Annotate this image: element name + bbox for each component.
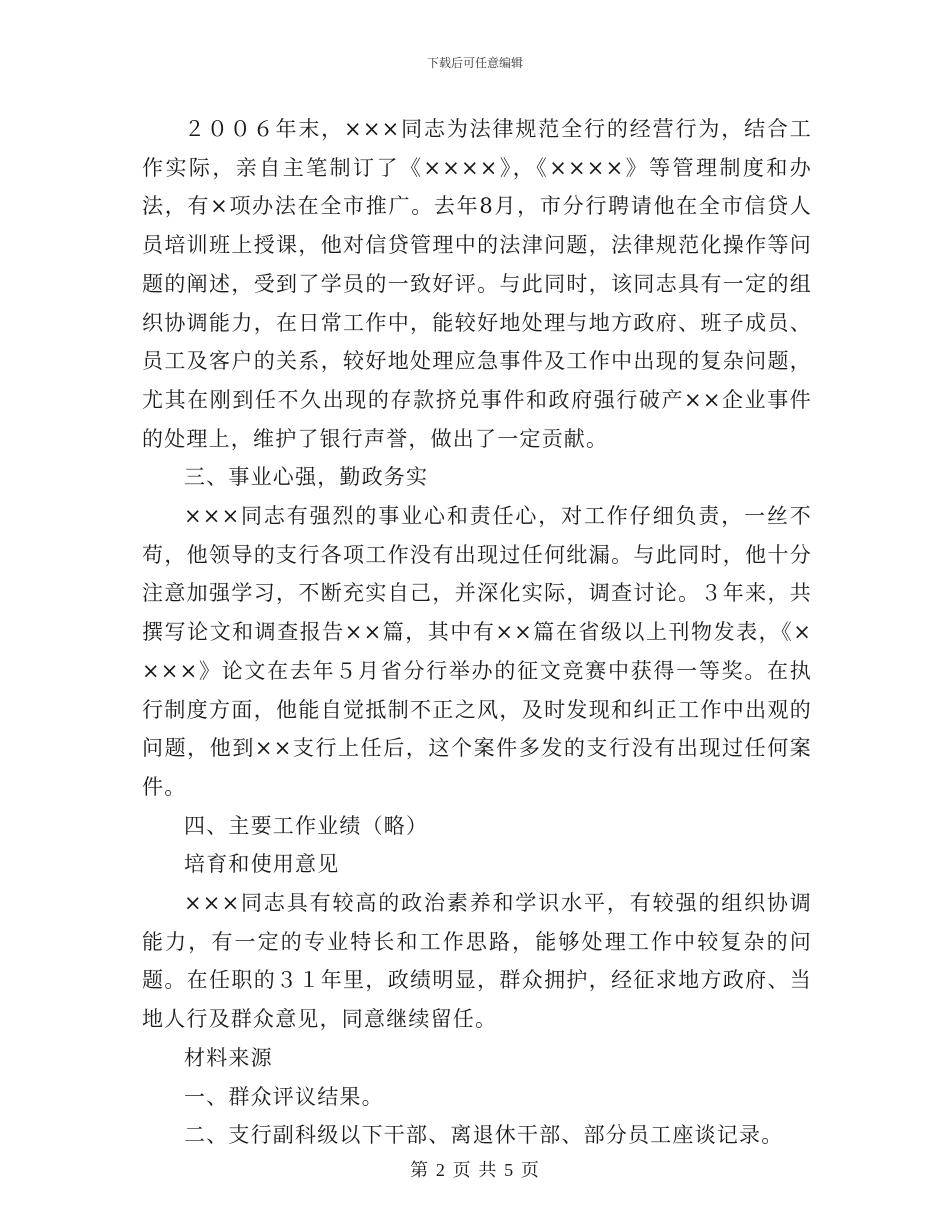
page-footer xyxy=(0,1156,950,1182)
paragraph: ×××同志有强烈的事业心和责任心，对工作仔细负责，一丝不苟，他领导的支行各项工作没有出现过任何纰漏。与此同时，他十分注意加强学习，不断充实自己，并深化实际，调查讨论。３年来，共撰写论文和调查报告××篇，其中有××篇在省级以上刊物发表，《××××》论文在去年５月省分行举办的征文竞赛中获得一等奖。在执行制度方面，他能自觉抵制不正之风，及时发现和纠正工作中出观的问题，他到××支行上任后，这个案件多发的支行没有出现过任何案件。 xyxy=(142,504,812,799)
list-item: 一、群众评议结果。 xyxy=(184,1084,384,1109)
page-number: 2 xyxy=(435,1160,446,1180)
section-heading: 培育和使用意见 xyxy=(184,852,340,877)
page-header: 下载后可任意编辑 xyxy=(426,56,523,70)
footer-prefix: 第 xyxy=(410,1160,430,1181)
paragraph: ２００６年末，×××同志为法律规范全行的经营行为，结合工作实际，亲自主笔制订了《××××》，《××××》等管理制度和办法，有×项办法在全市推广。去年8月，市分行聘请他在全市信贷人员培训班上授课，他对信贷管理中的法津问题，法律规范化操作等问题的阐述，受到了学员的一致好评。与此同时，该同志具有一定的组织协调能力，在日常工作中，能较好地处理与地方政府、班子成员、员工及客户的关系，较好地处理应急事件及工作中出现的复杂问题，尤其在刚到任不久出现的存款挤兑事件和政府强行破产××企业事件的处理上，维护了银行声誉，做出了一定贡献。 xyxy=(142,117,812,451)
list-item: 二、支行副科级以下干部、离退休干部、部分员工座谈记录。 xyxy=(184,1123,784,1148)
section-heading: 三、事业心强，勤政务实 xyxy=(184,465,429,490)
section-heading: 材料来源 xyxy=(184,1045,273,1070)
footer-suffix: 页 xyxy=(520,1160,540,1181)
footer-middle: 页 共 xyxy=(452,1160,498,1181)
total-pages: 5 xyxy=(504,1160,515,1180)
paragraph: ×××同志具有较高的政治素养和学识水平，有较强的组织协调能力，有一定的专业特长和工作思路，能够处理工作中较复杂的问题。在任职的３１年里，政绩明显，群众拥护，经征求地方政府、当地人行及群众意见，同意继续留任。 xyxy=(142,891,812,1032)
section-heading: 四、主要工作业绩（略） xyxy=(184,813,429,838)
document-body xyxy=(142,110,812,1155)
